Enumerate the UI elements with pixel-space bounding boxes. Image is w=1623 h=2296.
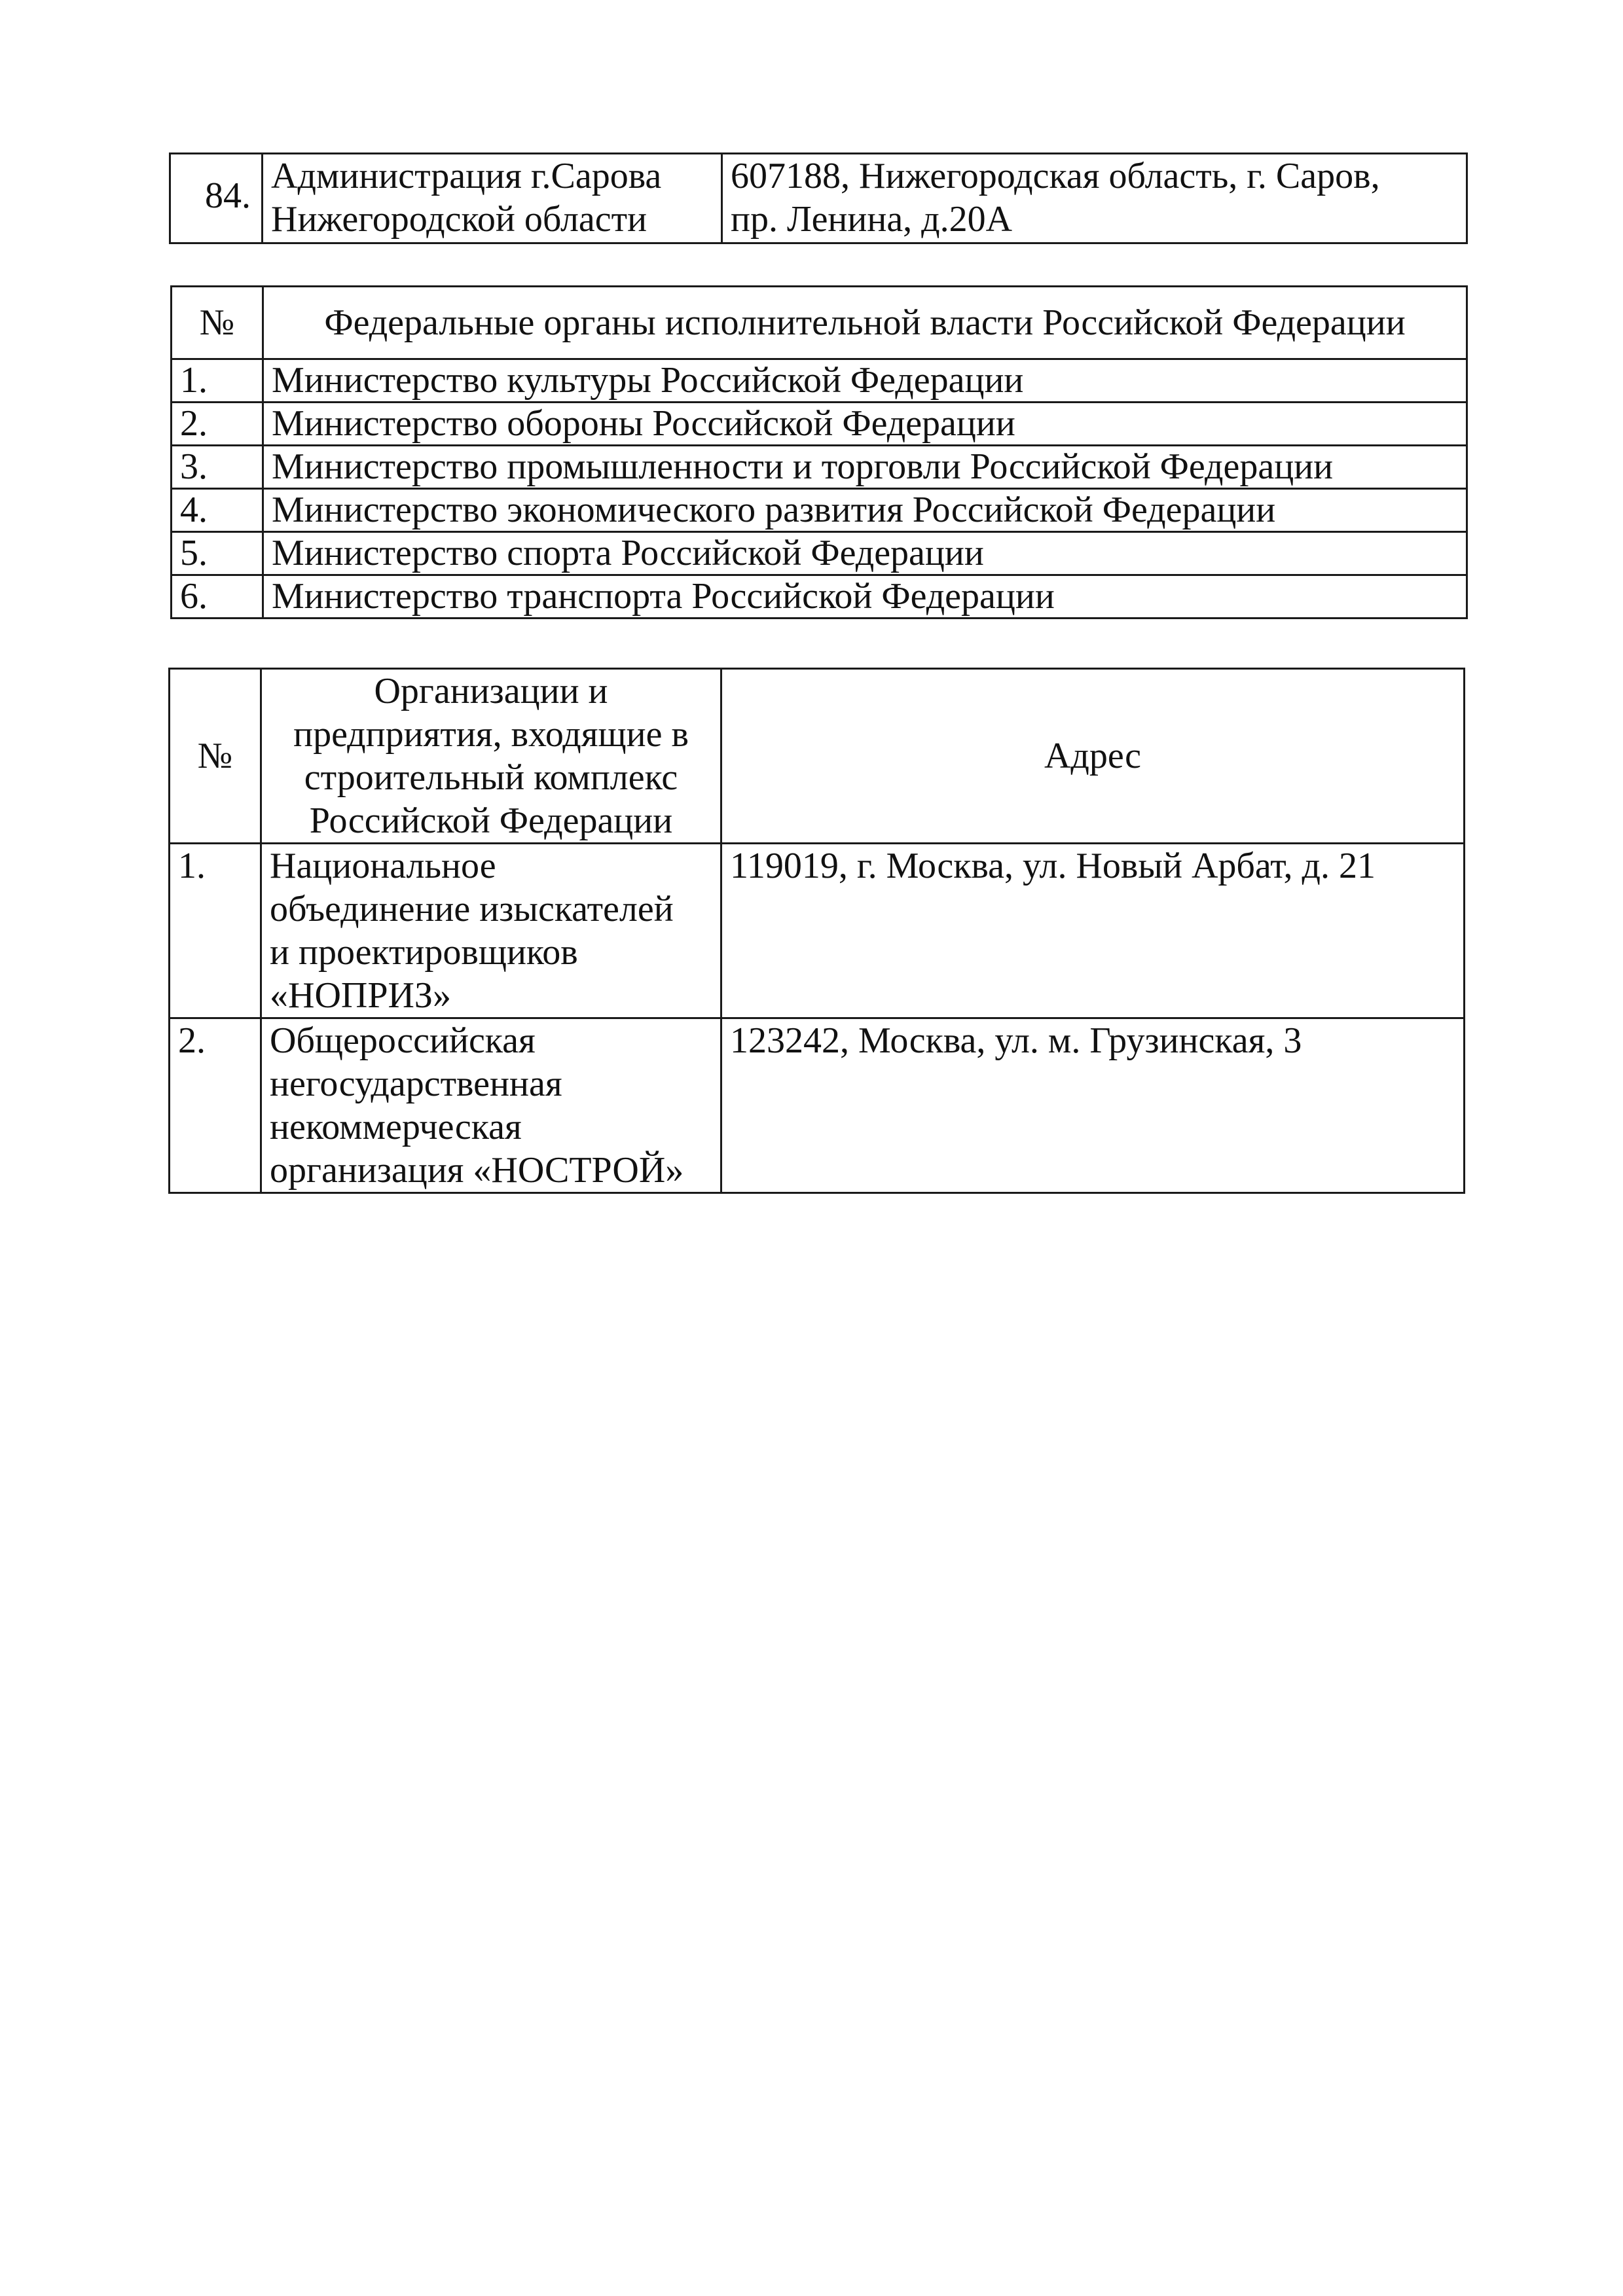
- table-row: [172, 532, 1467, 575]
- organization-name-cell: [261, 844, 721, 1018]
- organization-name-line: Общероссийская: [270, 1020, 536, 1061]
- ministry-name: Министерство транспорта Российской Федерации: [263, 575, 1467, 619]
- ministry-name: Министерство спорта Российской Федерации: [263, 532, 1467, 575]
- federal-bodies-column-header: Федеральные органы исполнительной власти Российской Федерации: [263, 287, 1467, 359]
- table-row: [170, 844, 1465, 1018]
- organization-name-line: Национальное: [270, 846, 496, 886]
- organization-name-line: Нижегородской области: [271, 199, 647, 240]
- organization-name-line: некоммерческая: [270, 1107, 522, 1147]
- organization-name-cell: [261, 1018, 721, 1193]
- organizations-header-line: Организации и: [374, 671, 608, 711]
- row-number: 3.: [172, 446, 263, 489]
- row-number: 4.: [172, 489, 263, 532]
- row-number: 84.: [205, 175, 251, 216]
- number-column-header: №: [172, 287, 263, 359]
- table-row: [172, 575, 1467, 619]
- ministry-name: Министерство промышленности и торговли Российской Федерации: [263, 446, 1467, 489]
- organization-name-line: «НОПРИЗ»: [270, 975, 451, 1016]
- organization-address-line: 607188, Нижегородская область, г. Саров,: [731, 156, 1380, 196]
- table-row: [170, 1018, 1465, 1193]
- organizations-header-line: строительный комплекс: [304, 757, 678, 798]
- row-number: 6.: [172, 575, 263, 619]
- organizations-header-line: Российской Федерации: [309, 800, 673, 841]
- table-header-row: [172, 287, 1467, 359]
- number-column-header: №: [170, 669, 261, 844]
- row-number: 1.: [172, 359, 263, 403]
- table-row: [172, 446, 1467, 489]
- organizations-column-header: [261, 669, 721, 844]
- federal-bodies-table: [170, 285, 1468, 619]
- row-number: 1.: [170, 844, 261, 1018]
- table-row: [172, 403, 1467, 446]
- row-number-cell: [170, 154, 263, 243]
- organization-address: 123242, Москва, ул. м. Грузинская, 3: [721, 1018, 1465, 1193]
- table-row: [172, 489, 1467, 532]
- table-row: [172, 359, 1467, 403]
- organization-name-line: организация «НОСТРОЙ»: [270, 1150, 684, 1191]
- organization-address: 119019, г. Москва, ул. Новый Арбат, д. 21: [721, 844, 1465, 1018]
- table-row: [170, 154, 1467, 243]
- organization-address-line: пр. Ленина, д.20А: [731, 199, 1013, 240]
- organization-name-line: Администрация г.Сарова: [271, 156, 662, 196]
- ministry-name: Министерство культуры Российской Федерации: [263, 359, 1467, 403]
- address-column-header: Адрес: [721, 669, 1465, 844]
- row-number: 2.: [170, 1018, 261, 1193]
- organizations-header-line: предприятия, входящие в: [293, 714, 689, 755]
- organization-address-cell: [722, 154, 1467, 243]
- ministry-name: Министерство обороны Российской Федерации: [263, 403, 1467, 446]
- row-number: 5.: [172, 532, 263, 575]
- organization-name-line: объединение изыскателей: [270, 889, 674, 929]
- organization-name-line: негосударственная: [270, 1064, 562, 1104]
- construction-organizations-table: [168, 668, 1465, 1194]
- row-number: 2.: [172, 403, 263, 446]
- organization-name-cell: [263, 154, 722, 243]
- table-header-row: [170, 669, 1465, 844]
- organization-name-line: и проектировщиков: [270, 932, 578, 973]
- address-table: [169, 152, 1468, 244]
- ministry-name: Министерство экономического развития Российской Федерации: [263, 489, 1467, 532]
